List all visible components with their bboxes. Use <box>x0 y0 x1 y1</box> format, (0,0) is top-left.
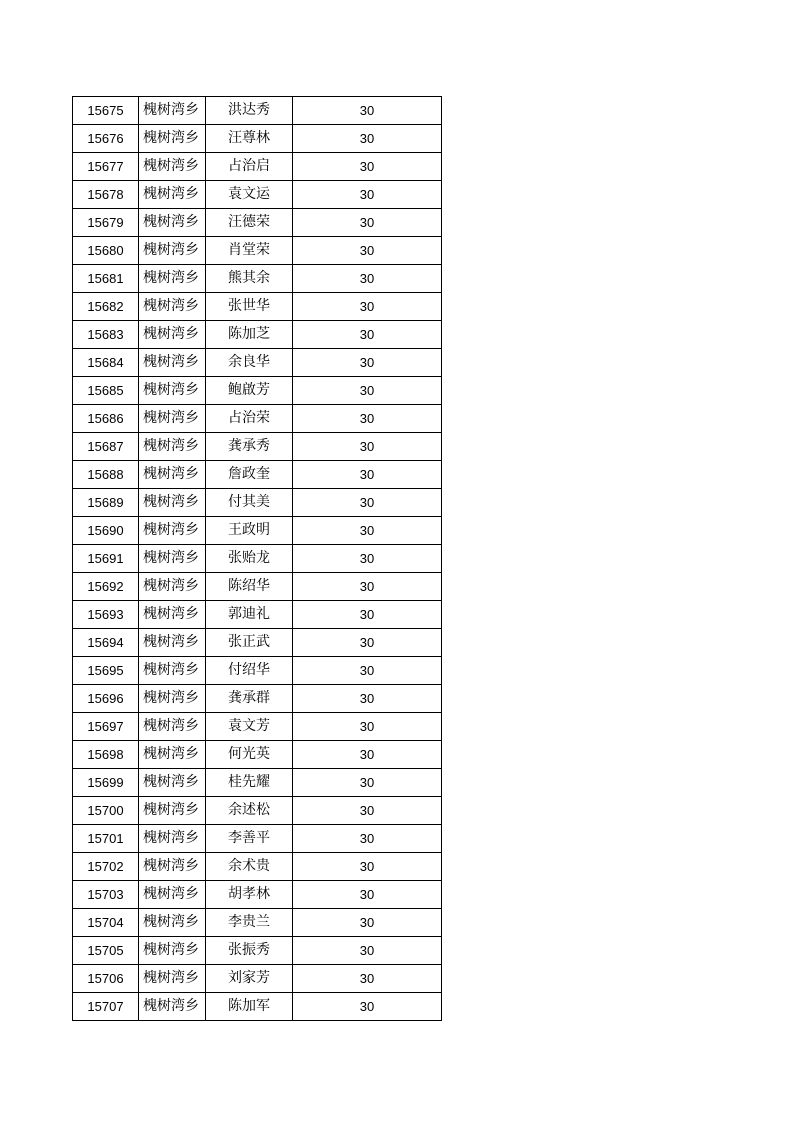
table-row <box>73 545 442 573</box>
table-row <box>73 685 442 713</box>
row-name-cell: 王政明 <box>206 517 293 545</box>
row-id-cell: 15685 <box>73 377 139 405</box>
table-row <box>73 209 442 237</box>
row-amount-cell: 30 <box>293 265 442 293</box>
row-town-cell: 槐树湾乡 <box>139 517 206 545</box>
table-row <box>73 377 442 405</box>
row-town-cell: 槐树湾乡 <box>139 601 206 629</box>
row-id-cell: 15682 <box>73 293 139 321</box>
row-amount-cell: 30 <box>293 293 442 321</box>
table-row <box>73 573 442 601</box>
row-town-cell: 槐树湾乡 <box>139 685 206 713</box>
row-id-cell: 15695 <box>73 657 139 685</box>
row-amount-cell: 30 <box>293 153 442 181</box>
row-name-cell: 陈绍华 <box>206 573 293 601</box>
table-row <box>73 937 442 965</box>
row-name-cell: 何光英 <box>206 741 293 769</box>
row-name-cell: 汪德荣 <box>206 209 293 237</box>
row-amount-cell: 30 <box>293 601 442 629</box>
row-name-cell: 占治荣 <box>206 405 293 433</box>
row-name-cell: 余述松 <box>206 797 293 825</box>
row-name-cell: 洪达秀 <box>206 97 293 125</box>
row-id-cell: 15681 <box>73 265 139 293</box>
table-row <box>73 825 442 853</box>
row-town-cell: 槐树湾乡 <box>139 629 206 657</box>
row-amount-cell: 30 <box>293 209 442 237</box>
row-town-cell: 槐树湾乡 <box>139 797 206 825</box>
row-town-cell: 槐树湾乡 <box>139 741 206 769</box>
row-name-cell: 熊其余 <box>206 265 293 293</box>
row-town-cell: 槐树湾乡 <box>139 909 206 937</box>
row-name-cell: 刘家芳 <box>206 965 293 993</box>
row-name-cell: 詹政奎 <box>206 461 293 489</box>
row-name-cell: 袁文运 <box>206 181 293 209</box>
row-id-cell: 15693 <box>73 601 139 629</box>
table-row <box>73 909 442 937</box>
row-town-cell: 槐树湾乡 <box>139 125 206 153</box>
row-id-cell: 15676 <box>73 125 139 153</box>
row-town-cell: 槐树湾乡 <box>139 293 206 321</box>
row-id-cell: 15701 <box>73 825 139 853</box>
row-name-cell: 余良华 <box>206 349 293 377</box>
row-id-cell: 15698 <box>73 741 139 769</box>
row-amount-cell: 30 <box>293 405 442 433</box>
row-amount-cell: 30 <box>293 965 442 993</box>
row-town-cell: 槐树湾乡 <box>139 937 206 965</box>
row-amount-cell: 30 <box>293 237 442 265</box>
row-id-cell: 15707 <box>73 993 139 1021</box>
row-name-cell: 陈加芝 <box>206 321 293 349</box>
row-amount-cell: 30 <box>293 909 442 937</box>
row-id-cell: 15677 <box>73 153 139 181</box>
row-name-cell: 龚承秀 <box>206 433 293 461</box>
row-amount-cell: 30 <box>293 825 442 853</box>
row-id-cell: 15678 <box>73 181 139 209</box>
row-id-cell: 15686 <box>73 405 139 433</box>
table-row <box>73 713 442 741</box>
row-amount-cell: 30 <box>293 741 442 769</box>
table-row <box>73 321 442 349</box>
row-name-cell: 肖堂荣 <box>206 237 293 265</box>
row-amount-cell: 30 <box>293 937 442 965</box>
row-name-cell: 张贻龙 <box>206 545 293 573</box>
table-row <box>73 293 442 321</box>
row-amount-cell: 30 <box>293 797 442 825</box>
row-amount-cell: 30 <box>293 881 442 909</box>
table-row <box>73 797 442 825</box>
table-row <box>73 853 442 881</box>
row-name-cell: 余术贵 <box>206 853 293 881</box>
row-id-cell: 15700 <box>73 797 139 825</box>
row-id-cell: 15699 <box>73 769 139 797</box>
row-town-cell: 槐树湾乡 <box>139 377 206 405</box>
row-amount-cell: 30 <box>293 125 442 153</box>
row-name-cell: 鲍啟芳 <box>206 377 293 405</box>
row-town-cell: 槐树湾乡 <box>139 209 206 237</box>
table-row <box>73 237 442 265</box>
table-row <box>73 405 442 433</box>
row-amount-cell: 30 <box>293 321 442 349</box>
row-amount-cell: 30 <box>293 97 442 125</box>
row-amount-cell: 30 <box>293 573 442 601</box>
row-name-cell: 占治启 <box>206 153 293 181</box>
row-name-cell: 付绍华 <box>206 657 293 685</box>
row-town-cell: 槐树湾乡 <box>139 881 206 909</box>
row-id-cell: 15691 <box>73 545 139 573</box>
row-id-cell: 15692 <box>73 573 139 601</box>
row-amount-cell: 30 <box>293 545 442 573</box>
row-id-cell: 15684 <box>73 349 139 377</box>
table-row <box>73 489 442 517</box>
table-row <box>73 349 442 377</box>
table-row <box>73 769 442 797</box>
row-name-cell: 汪尊林 <box>206 125 293 153</box>
table-row <box>73 629 442 657</box>
row-town-cell: 槐树湾乡 <box>139 265 206 293</box>
row-name-cell: 付其美 <box>206 489 293 517</box>
row-id-cell: 15675 <box>73 97 139 125</box>
row-amount-cell: 30 <box>293 517 442 545</box>
row-town-cell: 槐树湾乡 <box>139 489 206 517</box>
table-row <box>73 265 442 293</box>
row-name-cell: 张振秀 <box>206 937 293 965</box>
row-town-cell: 槐树湾乡 <box>139 97 206 125</box>
row-id-cell: 15705 <box>73 937 139 965</box>
row-town-cell: 槐树湾乡 <box>139 993 206 1021</box>
table-row <box>73 601 442 629</box>
row-town-cell: 槐树湾乡 <box>139 321 206 349</box>
row-name-cell: 桂先耀 <box>206 769 293 797</box>
row-name-cell: 龚承群 <box>206 685 293 713</box>
row-name-cell: 李贵兰 <box>206 909 293 937</box>
row-id-cell: 15697 <box>73 713 139 741</box>
row-amount-cell: 30 <box>293 489 442 517</box>
row-town-cell: 槐树湾乡 <box>139 657 206 685</box>
roster-table-body <box>73 97 442 1021</box>
row-amount-cell: 30 <box>293 181 442 209</box>
row-town-cell: 槐树湾乡 <box>139 545 206 573</box>
table-row <box>73 517 442 545</box>
table-row <box>73 125 442 153</box>
row-amount-cell: 30 <box>293 657 442 685</box>
row-id-cell: 15706 <box>73 965 139 993</box>
row-amount-cell: 30 <box>293 461 442 489</box>
row-amount-cell: 30 <box>293 993 442 1021</box>
row-town-cell: 槐树湾乡 <box>139 713 206 741</box>
row-amount-cell: 30 <box>293 769 442 797</box>
row-id-cell: 15689 <box>73 489 139 517</box>
table-row <box>73 433 442 461</box>
row-id-cell: 15690 <box>73 517 139 545</box>
row-id-cell: 15683 <box>73 321 139 349</box>
row-id-cell: 15703 <box>73 881 139 909</box>
row-town-cell: 槐树湾乡 <box>139 573 206 601</box>
row-town-cell: 槐树湾乡 <box>139 825 206 853</box>
table-row <box>73 181 442 209</box>
row-amount-cell: 30 <box>293 629 442 657</box>
row-id-cell: 15704 <box>73 909 139 937</box>
row-town-cell: 槐树湾乡 <box>139 153 206 181</box>
row-town-cell: 槐树湾乡 <box>139 769 206 797</box>
row-town-cell: 槐树湾乡 <box>139 853 206 881</box>
row-name-cell: 袁文芳 <box>206 713 293 741</box>
row-id-cell: 15696 <box>73 685 139 713</box>
row-name-cell: 陈加军 <box>206 993 293 1021</box>
row-town-cell: 槐树湾乡 <box>139 405 206 433</box>
row-town-cell: 槐树湾乡 <box>139 461 206 489</box>
table-row <box>73 657 442 685</box>
row-amount-cell: 30 <box>293 349 442 377</box>
row-town-cell: 槐树湾乡 <box>139 237 206 265</box>
row-amount-cell: 30 <box>293 853 442 881</box>
row-town-cell: 槐树湾乡 <box>139 965 206 993</box>
row-town-cell: 槐树湾乡 <box>139 349 206 377</box>
table-row <box>73 741 442 769</box>
table-row <box>73 97 442 125</box>
row-name-cell: 胡孝林 <box>206 881 293 909</box>
row-amount-cell: 30 <box>293 377 442 405</box>
roster-table <box>72 96 442 1021</box>
row-id-cell: 15702 <box>73 853 139 881</box>
row-amount-cell: 30 <box>293 685 442 713</box>
row-amount-cell: 30 <box>293 433 442 461</box>
table-row <box>73 881 442 909</box>
table-row <box>73 461 442 489</box>
row-amount-cell: 30 <box>293 713 442 741</box>
row-town-cell: 槐树湾乡 <box>139 181 206 209</box>
row-id-cell: 15694 <box>73 629 139 657</box>
row-town-cell: 槐树湾乡 <box>139 433 206 461</box>
table-row <box>73 153 442 181</box>
row-name-cell: 张世华 <box>206 293 293 321</box>
row-id-cell: 15680 <box>73 237 139 265</box>
table-row <box>73 993 442 1021</box>
table-row <box>73 965 442 993</box>
row-name-cell: 张正武 <box>206 629 293 657</box>
row-id-cell: 15688 <box>73 461 139 489</box>
row-name-cell: 李善平 <box>206 825 293 853</box>
row-id-cell: 15687 <box>73 433 139 461</box>
row-id-cell: 15679 <box>73 209 139 237</box>
row-name-cell: 郭迪礼 <box>206 601 293 629</box>
